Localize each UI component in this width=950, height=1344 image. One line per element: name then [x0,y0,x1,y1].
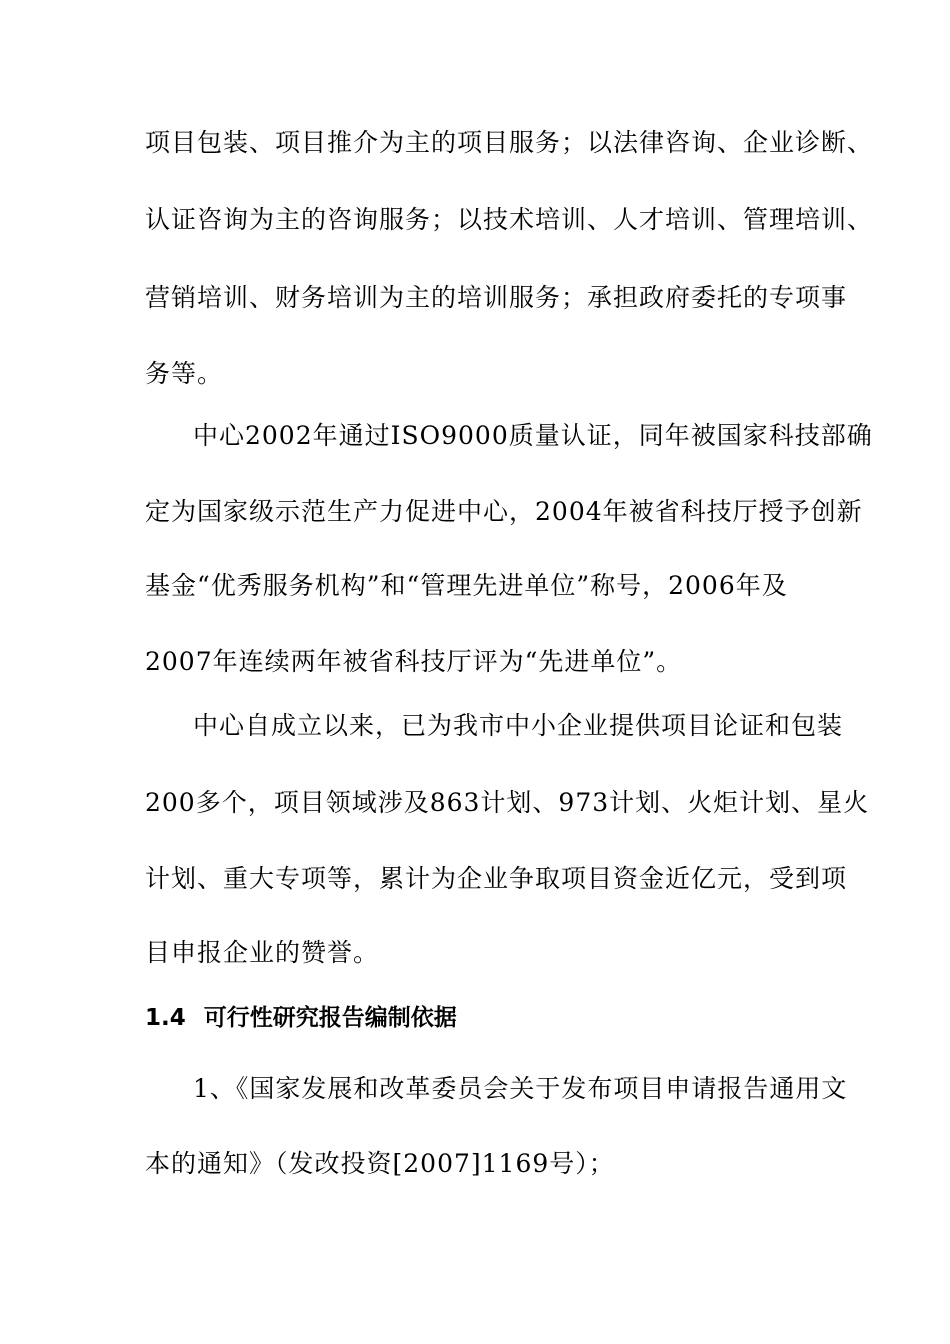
paragraph-line: 定为国家级示范生产力促进中心，2004年被省科技厅授予创新 [145,497,863,526]
paragraph-line: 认证咨询为主的咨询服务；以技术培训、人才培训、管理培训、 [145,205,874,234]
paragraph-line: 1、《国家发展和改革委员会关于发布项目申请报告通用文 [193,1074,848,1103]
paragraph-line: 目申报企业的赞誉。 [145,938,380,967]
paragraph-line: 计划、重大专项等，累计为企业争取项目资金近亿元，受到项 [145,864,848,893]
paragraph-line: 本的通知》（发改投资[2007]1169号）； [145,1149,615,1178]
paragraph-line: 务等。 [145,359,224,388]
section-number: 1.4 [145,1005,186,1031]
paragraph-line: 项目包装、项目推介为主的项目服务；以法律咨询、企业诊断、 [145,128,874,157]
paragraph-line: 基金“优秀服务机构”和“管理先进单位”称号，2006年及 [145,571,788,600]
paragraph-line: 中心2002年通过ISO9000质量认证，同年被国家科技部确 [193,421,873,450]
section-heading [145,1003,457,1033]
paragraph-line: 2007年连续两年被省科技厅评为“先进单位”。 [145,647,683,676]
paragraph-line: 中心自成立以来，已为我市中小企业提供项目论证和包装 [193,711,844,740]
paragraph-line: 200多个，项目领域涉及863计划、973计划、火炬计划、星火 [145,788,870,817]
section-title: 可行性研究报告编制依据 [203,1005,457,1031]
paragraph-line: 营销培训、财务培训为主的培训服务；承担政府委托的专项事 [145,283,848,312]
